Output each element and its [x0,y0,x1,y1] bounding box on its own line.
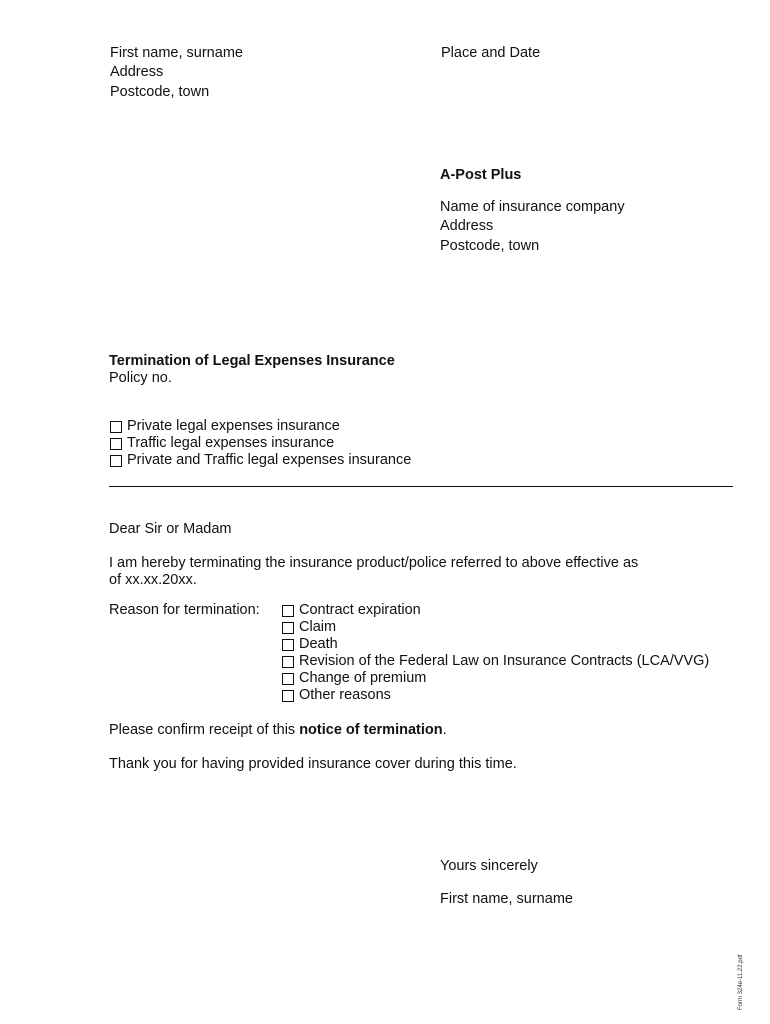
confirm-prefix: Please confirm receipt of this [109,722,300,738]
reason-options [282,602,709,704]
recipient-postcode-town: Postcode, town [440,238,540,254]
traffic-insurance-checkbox[interactable] [110,438,122,450]
reason-option-label: Other reasons [299,687,391,703]
reason-label: Reason for termination: [109,602,260,618]
recipient-company: Name of insurance company [440,199,625,215]
reason-option-label: Death [299,636,338,652]
insurance-option-label: Traffic legal expenses insurance [127,435,335,451]
recipient-block [440,199,625,255]
reason-option [282,602,709,619]
termination-statement [109,555,638,589]
salutation: Dear Sir or Madam [109,521,232,537]
sender-postcode-town: Postcode, town [110,84,210,100]
reason-option-label: Contract expiration [299,602,421,618]
insurance-option [110,435,411,452]
subject-block [109,353,395,387]
termination-line-2: of xx.xx.20xx. [109,572,197,588]
valediction: Yours sincerely [440,858,538,874]
form-code: Form 324e-11.22.pdf [738,954,744,1010]
confirm-suffix: . [442,722,447,738]
reason-option [282,653,709,670]
death-checkbox[interactable] [282,639,294,651]
claim-checkbox[interactable] [282,622,294,634]
thanks-line: Thank you for having provided insurance cover during this time. [109,756,517,772]
private-traffic-insurance-checkbox[interactable] [110,455,122,467]
reason-option-label: Revision of the Federal Law on Insurance Contracts (LCA/VVG) [299,653,710,669]
policy-number: Policy no. [109,370,172,386]
insurance-options [110,418,411,469]
recipient-address: Address [440,218,494,234]
law-revision-checkbox[interactable] [282,656,294,668]
insurance-option [110,452,411,469]
private-insurance-checkbox[interactable] [110,421,122,433]
confirm-request [109,722,447,739]
signature-name: First name, surname [440,891,573,907]
reason-option-label: Change of premium [299,670,427,686]
contract-expiration-checkbox[interactable] [282,605,294,617]
reason-option [282,670,709,687]
sender-name: First name, surname [110,45,243,61]
reason-option [282,687,709,704]
divider [109,486,733,487]
subject-title: Termination of Legal Expenses Insurance [109,353,395,369]
termination-line-1: I am hereby terminating the insurance product/police referred to above effective as [109,555,639,571]
shipping-method: A-Post Plus [440,167,522,183]
confirm-bold: notice of termination [299,722,443,738]
other-reasons-checkbox[interactable] [282,690,294,702]
insurance-option-label: Private legal expenses insurance [127,418,340,434]
reason-option [282,636,709,653]
insurance-option [110,418,411,435]
insurance-option-label: Private and Traffic legal expenses insurance [127,452,412,468]
reason-option [282,619,709,636]
premium-change-checkbox[interactable] [282,673,294,685]
sender-address: Address [110,64,164,80]
sender-block [110,45,243,101]
reason-option-label: Claim [299,619,337,635]
place-date: Place and Date [441,45,541,61]
